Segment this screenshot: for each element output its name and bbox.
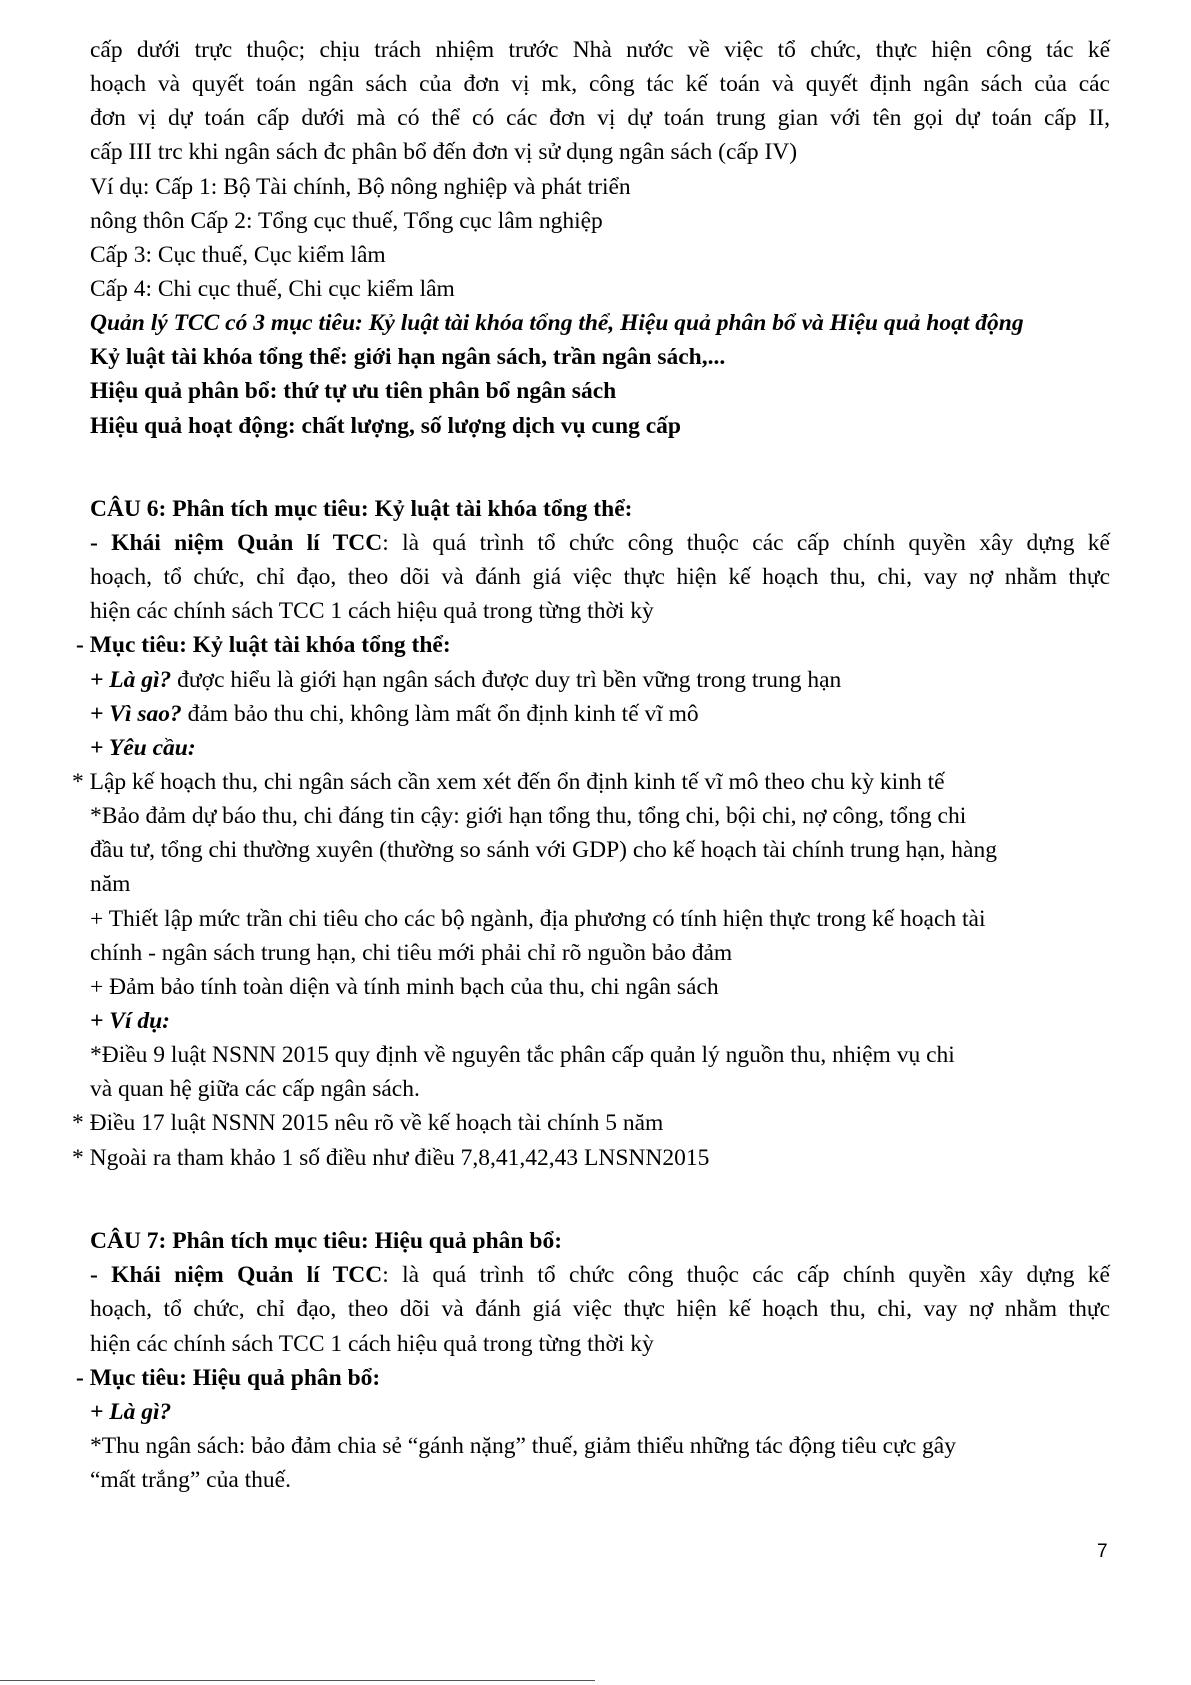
text-line [90,697,699,731]
what-text: được hiểu là giới hạn ngân sách được duy trì bền vững trong trung hạn [171,667,842,693]
question-6-title: CÂU 6: Phân tích mục tiêu: Kỷ luật tài khóa tổng thể: [90,496,633,522]
why-label: + Vì sao? [90,701,182,727]
text-line: hoạch, tổ chức, chỉ đạo, theo dõi và đánh giá việc thực hiện kế hoạch thu, chi, vay nợ nhằm thực [90,1296,1110,1322]
text-line: “mất trắng” của thuế. [90,1467,291,1493]
text-line: hoạch và quyết toán ngân sách của đơn vị mk, công tác kế toán và quyết định ngân sách của các [90,71,1110,97]
definition-label: - Khái niệm Quản lí TCC [90,1262,383,1288]
text-line: + Thiết lập mức trần chi tiêu cho các bộ ngành, địa phương có tính hiện thực trong kế hoạch tài [90,906,986,932]
text-line: hiện các chính sách TCC 1 cách hiệu quả trong từng thời kỳ [90,598,654,624]
text-line: cấp dưới trực thuộc; chịu trách nhiệm trước Nhà nước về việc tổ chức, thực hiện công tác kế [90,37,1110,63]
question-7-title: CÂU 7: Phân tích mục tiêu: Hiệu quả phân bổ: [90,1228,563,1254]
text-line: Ví dụ: Cấp 1: Bộ Tài chính, Bộ nông nghiệp và phát triển [90,174,631,200]
goal-heading: - Mục tiêu: Hiệu quả phân bổ: [76,1365,381,1391]
text-line: năm [90,871,131,897]
text-line [90,663,841,697]
definition-text: : là quá trình tổ chức công thuộc các cấp chính quyền xây dựng kế [382,530,1110,556]
requirements-label: + Yêu cầu: [90,735,196,761]
text-line: chính - ngân sách trung hạn, chi tiêu mới phải chỉ rõ nguồn bảo đảm [90,940,733,966]
objective-line: Hiệu quả hoạt động: chất lượng, số lượng dịch vụ cung cấp [90,413,681,439]
text-line: + Đảm bảo tính toàn diện và tính minh bạch của thu, chi ngân sách [90,974,719,1000]
text-line: *Thu ngân sách: bảo đảm chia sẻ “gánh nặng” thuế, giảm thiểu những tác động tiêu cực gây [90,1433,956,1459]
text-line: Cấp 3: Cục thuế, Cục kiểm lâm [90,242,386,268]
page-number: 7 [1097,1541,1108,1562]
text-line: và quan hệ giữa các cấp ngân sách. [90,1076,420,1102]
footer-divider [0,1680,595,1681]
what-label: + Là gì? [90,667,172,693]
objective-line: Kỷ luật tài khóa tổng thể: giới hạn ngân sách, trần ngân sách,... [90,344,726,370]
what-label: + Là gì? [90,1399,172,1425]
text-line: nông thôn Cấp 2: Tổng cục thuế, Tổng cục lâm nghiệp [90,208,603,234]
text-line: *Điều 9 luật NSNN 2015 quy định về nguyên tắc phân cấp quản lý nguồn thu, nhiệm vụ chi [90,1042,955,1068]
text-line: hoạch, tổ chức, chỉ đạo, theo dõi và đánh giá việc thực hiện kế hoạch thu, chi, vay nợ nhằm thực [90,564,1110,590]
text-line: đơn vị dự toán cấp dưới mà có thể có các đơn vị dự toán trung gian với tên gọi dự toán cấp II, [90,105,1110,131]
text-line: cấp III trc khi ngân sách đc phân bổ đến đơn vị sử dụng ngân sách (cấp IV) [90,139,798,165]
definition-text: : là quá trình tổ chức công thuộc các cấp chính quyền xây dựng kế [382,1262,1110,1288]
text-line [90,1258,1110,1292]
example-label: + Ví dụ: [90,1008,170,1034]
text-line: đầu tư, tổng chi thường xuyên (thường so sánh với GDP) cho kế hoạch tài chính trung hạn, hàng [90,837,997,863]
definition-label: - Khái niệm Quản lí TCC [90,530,383,556]
text-line: hiện các chính sách TCC 1 cách hiệu quả trong từng thời kỳ [90,1331,654,1357]
text-line: * Điều 17 luật NSNN 2015 nêu rõ về kế hoạch tài chính 5 năm [72,1110,664,1136]
text-line [90,526,1110,560]
text-line: * Ngoài ra tham khảo 1 số điều như điều 7,8,41,42,43 LNSNN2015 [72,1145,710,1171]
text-line: *Bảo đảm dự báo thu, chi đáng tin cậy: giới hạn tổng thu, tổng chi, bội chi, nợ công, tổng chi [90,803,967,829]
objectives-heading: Quản lý TCC có 3 mục tiêu: Kỷ luật tài khóa tổng thể, Hiệu quả phân bổ và Hiệu quả hoạt động [90,310,1024,336]
text-line: * Lập kế hoạch thu, chi ngân sách cần xem xét đến ổn định kinh tế vĩ mô theo chu kỳ kinh tế [72,769,945,795]
goal-heading: - Mục tiêu: Kỷ luật tài khóa tổng thể: [76,632,451,658]
why-text: đảm bảo thu chi, không làm mất ổn định kinh tế vĩ mô [181,701,699,727]
objective-line: Hiệu quả phân bổ: thứ tự ưu tiên phân bổ ngân sách [90,378,617,404]
text-line: Cấp 4: Chi cục thuế, Chi cục kiểm lâm [90,276,455,302]
